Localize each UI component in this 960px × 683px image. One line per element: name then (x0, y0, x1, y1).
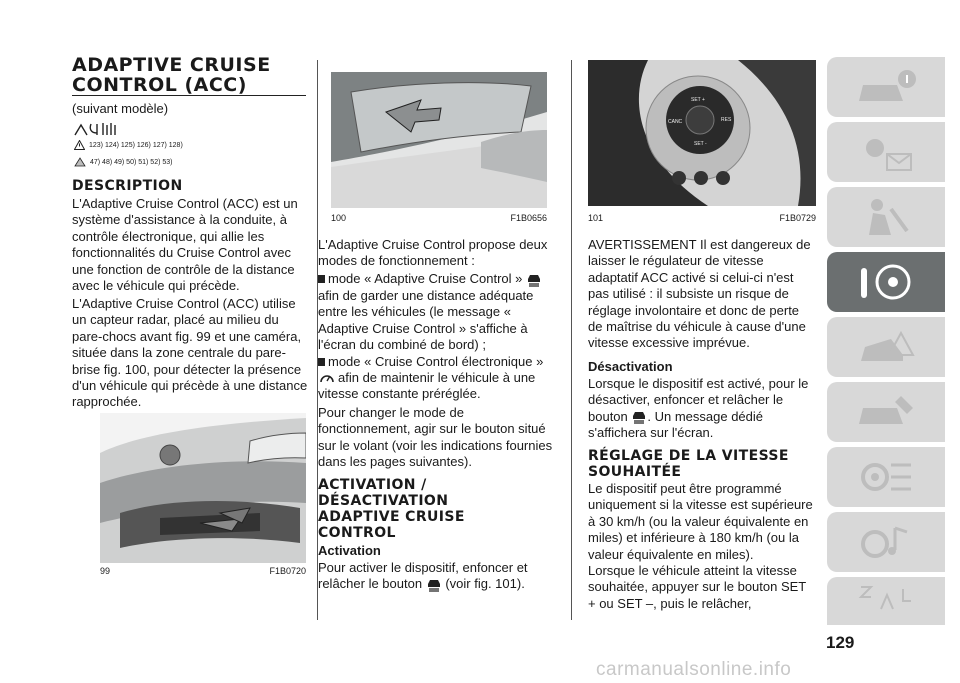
subtitle: (suivant modèle) (72, 101, 169, 116)
activation-subheading: Activation (318, 543, 381, 558)
figure-100-caption (331, 213, 547, 223)
warning-refs (74, 140, 183, 150)
mode-1-label: mode « Adaptive Cruise Control » (328, 271, 523, 286)
figure-99-caption (100, 566, 306, 576)
deactivation-subheading: Désactivation (588, 359, 673, 374)
multimedia-icon (851, 520, 921, 564)
section-title: ADAPTIVE CRUISE CONTROL (ACC) (72, 54, 271, 96)
wheel-lower-buttons (672, 168, 742, 188)
description-heading: DESCRIPTION (72, 178, 183, 194)
figure-101-steering-wheel-controls (588, 60, 816, 206)
tab-dashboard[interactable] (827, 57, 945, 117)
steering-wheel-key-icon (851, 260, 921, 304)
warning-lights-icon (851, 130, 921, 174)
modes-intro: L'Adaptive Cruise Control propose deux modes de fonctionnement : (318, 237, 548, 269)
figure-101-number: 101 (588, 213, 604, 223)
caution-ref-numbers: 47) 48) 49) 50) 51) 52) 53) (90, 158, 173, 166)
figure-100-windshield-camera (331, 72, 547, 208)
mode-2-line (318, 354, 556, 370)
wheel-label-set-plus: SET + (691, 97, 705, 103)
acc-button-icon (631, 410, 647, 424)
acc-button-icon (426, 578, 442, 592)
speed-setting-paragraph-1: Le dispositif peut être programmé uniquement si la vitesse est supérieure à 30 km/h (ou la valeur équivalente en miles) et inférieure à 180 km/h (ou la valeur équivalente en miles). (588, 481, 813, 562)
caution-hand-icon (74, 157, 86, 167)
mode-1-line (318, 271, 556, 287)
index-letters-icon (851, 581, 921, 621)
wheel-label-set-minus: SET - (694, 141, 707, 147)
figure-100-code: F1B0656 (510, 213, 547, 223)
column-divider-2 (571, 60, 572, 620)
acc-car-distance-icon (526, 273, 542, 287)
description-paragraph-1: L'Adaptive Cruise Control (ACC) est un système d'assistance à la conduite, à contrôle électronique, qui allie les fonctionnalités du Cruise Control avec une fonction de contrôle de la distance avec le véhicule qui précède. (72, 196, 298, 294)
tab-multimedia[interactable] (827, 512, 945, 572)
caution-refs (74, 157, 173, 167)
deactivation-text: Lorsque le dispositif est activé, pour le désactiver, enfoncer et relâcher le bouton . Un message dédié s'affichera sur l'écran. (588, 376, 809, 441)
speed-limiter-icon (716, 171, 730, 185)
watermark: carmanualsonline.info (596, 659, 792, 680)
maintenance-car-icon (851, 390, 921, 434)
wheel-label-res: RES (721, 117, 732, 123)
mode-1-description: afin de garder une distance adéquate entre les véhicules (le message « Adaptive Cruise Control » s'affiche à l'écran du combiné de bord) ; (318, 288, 534, 353)
mode-2-description: afin de maintenir le véhicule à une vitesse constante préréglée. (318, 370, 536, 402)
compass-ruler-icon (73, 121, 119, 142)
tab-maintenance[interactable] (827, 382, 945, 442)
figure-101-caption (588, 213, 816, 223)
figure-99-code: F1B0720 (269, 566, 306, 576)
activation-heading: ACTIVATION / DÉSACTIVATION ADAPTIVE CRUISE CONTROL (318, 477, 465, 541)
safety-seat-icon (851, 195, 921, 239)
dashboard-info-icon (851, 65, 921, 109)
technical-data-icon (851, 455, 921, 499)
figure-99-number: 99 (100, 566, 111, 576)
mode-2-label: mode « Cruise Control électronique » (328, 354, 544, 369)
tab-emergency[interactable] (827, 317, 945, 377)
distance-setting-icon (694, 171, 708, 185)
speed-setting-paragraph-2: Lorsque le véhicule atteint la vitesse souhaitée, appuyer sur le bouton SET + ou SET –, puis le relâcher, (588, 563, 807, 611)
description-paragraph-2: L'Adaptive Cruise Control (ACC) utilise un capteur radar, placé au milieu du pare-chocs avant fig. 99 et une caméra, située dans la zone centrale du pare-brise fig. 100, pour détecter la présence d'un véhicule qui précède à une distance rapprochée. (72, 296, 308, 410)
change-mode-text: Pour changer le mode de fonctionnement, agir sur le bouton situé sur le volant (voir les indications fournies dans les pages suivantes). (318, 405, 553, 470)
wheel-label-canc: CANC (668, 119, 683, 125)
figure-101-code: F1B0729 (779, 213, 816, 223)
title-rule (72, 95, 306, 96)
tab-index[interactable] (827, 577, 945, 625)
emergency-car-icon (851, 325, 921, 369)
figure-99-front-bumper (100, 413, 306, 563)
warning-paragraph: AVERTISSEMENT Il est dangereux de laisser le régulateur de vitesse adaptatif ACC activé si celui-ci n'est pas utilisé : il subsiste un risque de réglage involontaire et donc de perte de maîtrise du véhicule à cause d'une vitesse excessive imprévue. (588, 237, 811, 351)
warning-ref-numbers: 123) 124) 125) 126) 127) 128) (89, 141, 183, 149)
bullet-square-icon (318, 358, 325, 366)
tab-starting-driving[interactable] (827, 252, 945, 312)
tab-technical-data[interactable] (827, 447, 945, 507)
warning-triangle-icon (74, 140, 85, 150)
figure-100-number: 100 (331, 213, 347, 223)
cruise-speedometer-icon (319, 371, 335, 389)
tab-safety[interactable] (827, 187, 945, 247)
lane-assist-icon (672, 171, 686, 185)
page-number: 129 (826, 633, 855, 652)
tab-warning-lights[interactable] (827, 122, 945, 182)
bullet-square-icon (318, 275, 325, 283)
speed-setting-heading: RÉGLAGE DE LA VITESSE SOUHAITÉE (588, 448, 789, 480)
activation-text: Pour activer le dispositif, enfoncer et relâcher le bouton (voir fig. 101). (318, 560, 528, 592)
